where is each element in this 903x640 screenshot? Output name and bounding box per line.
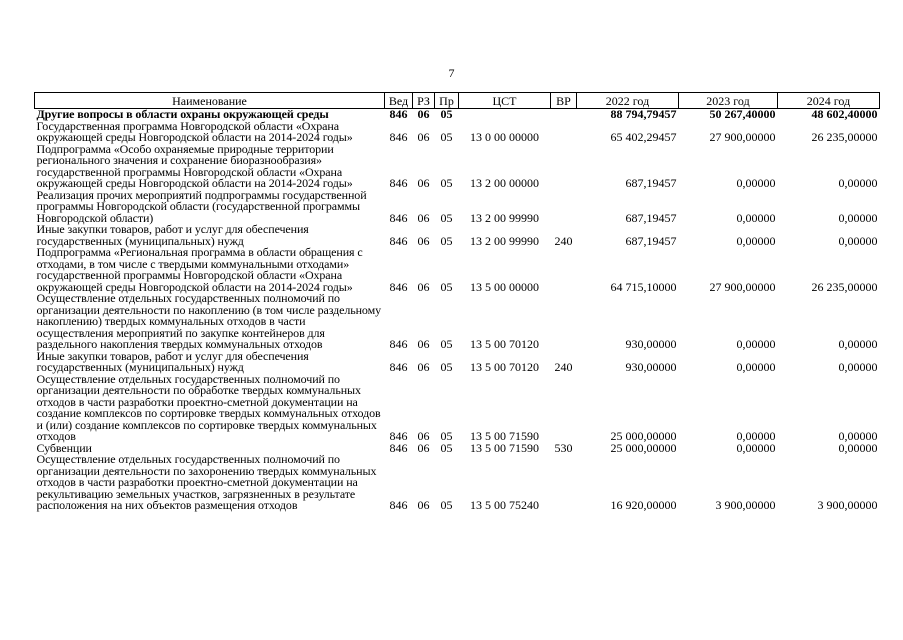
header-2024: 2024 год [778,93,880,109]
cell-pr: 05 [440,498,453,512]
cell-cst: 13 0 00 00000 [470,130,539,144]
cell-y2022: 930,00000 [625,337,677,351]
cell-cst: 13 5 00 75240 [470,498,539,512]
cell-y2024: 0,00000 [838,233,878,248]
cell-y2023: 0,00000 [736,337,776,351]
cell-name: Субвенции [36,440,92,455]
cell-y2022: 687,19457 [625,176,677,190]
cell-name: Подпрограмма «Региональная программа в области обращения с отходами, в том числе с твердыми коммунальными отходами» государственной программы Новгородской области «Охрана окружающей среды Новгородской области на 2014-2024 годы» [36,245,363,294]
cell-y2023: 0,00000 [736,176,776,190]
cell-y2022: 64 715,10000 [610,279,677,294]
cell-name: Осуществление отдельных государственных полномочий по организации деятельности по захоронению твердых коммунальных отходов в части разработки проектно-сметной документации на рекультивацию земельных участков, загрязненных в результате расположения на них объектов размещения отходов [36,452,377,512]
cell-ved: 846 [389,210,408,225]
cell-name: Иные закупки товаров, работ и услуг для обеспечения государственных (муниципальных) нужд [36,222,309,248]
cell-ved: 846 [389,498,408,512]
table-body [35,109,880,512]
budget-table [34,92,880,512]
cell-y2024: 0,00000 [838,210,878,225]
cell-cst: 13 2 00 99990 [470,210,539,225]
cell-rz: 06 [417,360,430,374]
cell-ved: 846 [389,176,408,190]
cell-vr: 240 [554,360,573,374]
cell-y2024: 0,00000 [838,176,878,190]
cell-cst: 13 5 00 00000 [470,279,539,294]
cell-ved: 846 [389,130,408,144]
cell-rz: 06 [417,176,430,190]
cell-name: Государственная программа Новгородской области «Охрана окружающей среды Новгородской области на 2014-2024 годы» [36,118,353,144]
header-2022: 2022 год [577,93,679,109]
cell-pr: 05 [440,233,453,248]
table-row [35,224,880,247]
table-row [35,293,880,351]
cell-cst: 13 5 00 70120 [470,360,539,374]
header-ved: Вед [385,93,413,109]
cell-y2022: 65 402,29457 [610,130,677,144]
cell-y2024: 0,00000 [838,429,878,443]
cell-pr: 05 [440,337,453,351]
cell-pr: 05 [440,130,453,144]
cell-rz: 06 [417,107,430,121]
cell-ved: 846 [389,360,408,374]
page-number: 7 [448,66,455,80]
cell-pr: 05 [440,440,453,455]
header-rz: РЗ [413,93,435,109]
header-name: Наименование [35,93,385,109]
cell-y2024: 48 602,40000 [811,107,878,121]
cell-cst: 13 5 00 71590 [470,429,539,443]
table-row [35,247,880,293]
cell-ved: 846 [389,107,408,121]
cell-ved: 846 [389,429,408,443]
cell-name: Другие вопросы в области охраны окружающей среды [36,107,329,121]
header-cst: ЦСТ [459,93,551,109]
cell-cst [459,109,551,121]
table-row [35,190,880,225]
cell-rz: 06 [417,279,430,294]
cell-rz: 06 [417,233,430,248]
table-row [35,454,880,512]
cell-cst: 13 5 00 70120 [470,337,539,351]
cell-cst: 13 2 00 99990 [470,233,539,248]
cell-ved: 846 [389,337,408,351]
cell-vr: 240 [554,233,573,248]
cell-y2022: 687,19457 [625,233,677,248]
cell-vr [551,190,577,225]
cell-y2022: 16 920,00000 [610,498,677,512]
cell-y2024: 0,00000 [838,337,878,351]
table-row [35,351,880,374]
cell-ved: 846 [389,440,408,455]
cell-y2023: 27 900,00000 [709,130,776,144]
cell-y2024: 0,00000 [838,440,878,455]
cell-y2023: 0,00000 [736,210,776,225]
cell-vr [551,144,577,190]
cell-y2024: 3 900,00000 [817,498,878,512]
header-vr: ВР [551,93,577,109]
cell-y2024: 0,00000 [838,360,878,374]
cell-rz: 06 [417,210,430,225]
cell-cst: 13 5 00 71590 [470,440,539,455]
cell-rz: 06 [417,440,430,455]
cell-cst: 13 2 00 00000 [470,176,539,190]
cell-y2022: 25 000,00000 [610,429,677,443]
cell-name: Подпрограмма «Особо охраняемые природные территории регионального значения и сохранение биоразнообразия» государственной программы Новгородской области «Охрана окружающей среды Новгородской области на 2014-2024 годы» [36,141,353,190]
cell-y2023: 0,00000 [736,429,776,443]
cell-vr [551,374,577,443]
cell-name: Реализация прочих мероприятий подпрограммы государственной программы Новгородской области (государственной программы Новгородской области) [36,187,367,225]
cell-y2023: 27 900,00000 [709,279,776,294]
cell-name: Иные закупки товаров, работ и услуг для обеспечения государственных (муниципальных) нужд [36,348,309,374]
cell-ved: 846 [389,233,408,248]
cell-y2024: 26 235,00000 [811,130,878,144]
cell-pr: 05 [440,107,453,121]
cell-y2023: 3 900,00000 [715,498,776,512]
cell-vr [551,454,577,512]
cell-y2023: 50 267,40000 [709,107,776,121]
cell-y2022: 930,00000 [625,360,677,374]
cell-pr: 05 [440,279,453,294]
cell-pr: 05 [440,176,453,190]
cell-pr: 05 [440,210,453,225]
cell-y2022: 88 794,79457 [610,107,677,121]
cell-y2023: 0,00000 [736,440,776,455]
cell-name: Осуществление отдельных государственных полномочий по организации деятельности по накоплению (в том числе раздельному накоплению) твердых коммунальных отходов в части осуществления мероприятий по закупке контейнеров для раздельного накопления твердых коммунальных отходов [36,291,381,351]
cell-vr [551,121,577,144]
cell-vr [551,293,577,351]
cell-y2023: 0,00000 [736,233,776,248]
cell-y2022: 25 000,00000 [610,440,677,455]
cell-rz: 06 [417,130,430,144]
table-row [35,144,880,190]
cell-vr [551,109,577,121]
cell-y2024: 26 235,00000 [811,279,878,294]
cell-y2022: 687,19457 [625,210,677,225]
cell-ved: 846 [389,279,408,294]
cell-rz: 06 [417,429,430,443]
cell-rz: 06 [417,337,430,351]
cell-pr: 05 [440,429,453,443]
header-pr: Пр [435,93,459,109]
cell-pr: 05 [440,360,453,374]
cell-vr [551,247,577,293]
cell-rz: 06 [417,498,430,512]
cell-vr: 530 [554,440,573,455]
cell-y2023: 0,00000 [736,360,776,374]
table-row [35,121,880,144]
cell-name: Осуществление отдельных государственных полномочий по организации деятельности по обработке твердых коммунальных отходов в части разработки проектно-сметной документации на создание комплексов по сортировке твердых коммунальных отходов и (или) создание комплексов по сортировке твердых коммунальных отходов [36,371,381,443]
table-row [35,374,880,443]
header-2023: 2023 год [679,93,778,109]
